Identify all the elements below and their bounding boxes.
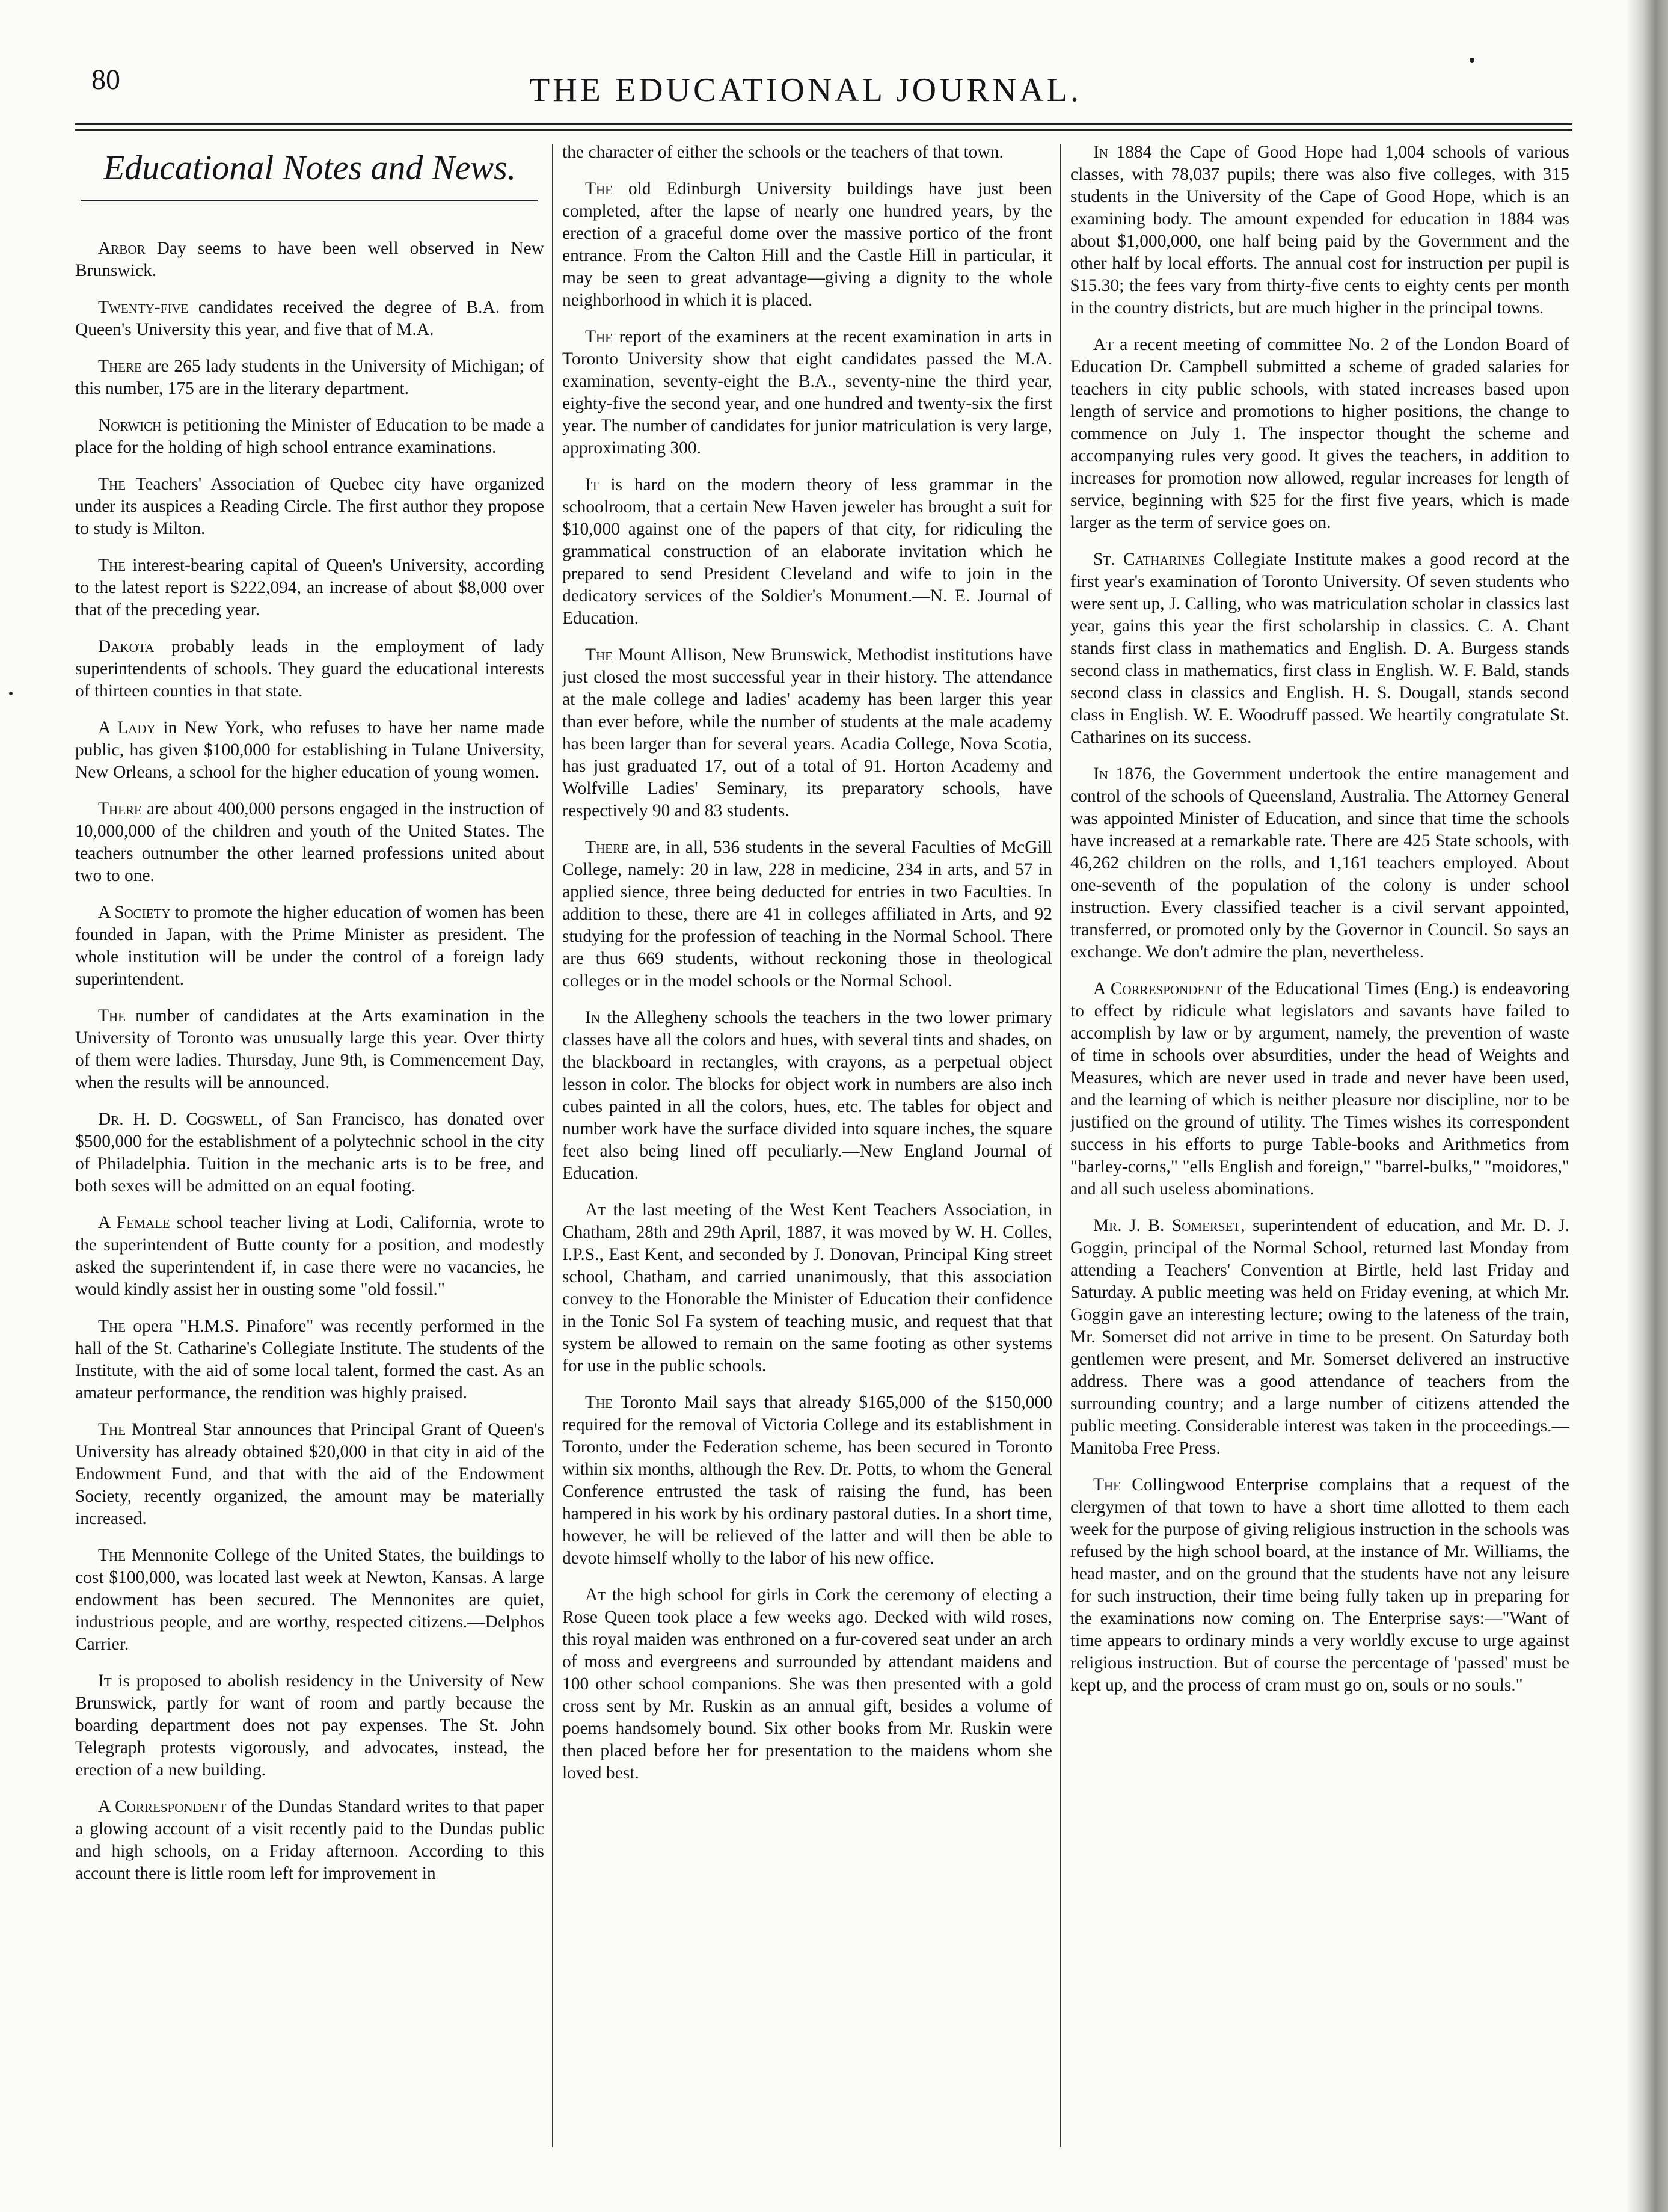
news-item-text: of San Francisco, has donated over $500,000 for the establishment of a polytechnic school in the city of Philadelphia. Tuition in the mechanic arts is to be free, and both sexes will be admitted on an equal footing. bbox=[75, 1110, 544, 1196]
news-item-text: the Allegheny schools the teachers in the two lower primary classes have all the colors and hues, with several tints and shades, on the blackboard in rectangles, with crayons, as a perpetual object lesson in color. The blocks for object work in numbers are also inch cubes painted in all the colors, hues, etc. The tables for object and number work have the surface divided into square inches, the square feet also being lined off peculiarly.—New England Journal of Education. bbox=[562, 1008, 1052, 1183]
news-item bbox=[75, 555, 544, 621]
news-item bbox=[1070, 763, 1569, 963]
speck bbox=[9, 692, 13, 695]
news-item-text: the last meeting of the West Kent Teachers Association, in Chatham, 28th and 29th April, 1887, it was moved by W. H. Colles, I.P.S., East Kent, and seconded by J. Donovan, Principal King street school, Chatham, and carried unanimously, that this association convey to the Honorable the Minister of Education their confidence in the Tonic Sol Fa system of teaching music, and request that that system be allowed to remain on the same footing as other systems for use in the public schools. bbox=[562, 1200, 1052, 1375]
news-item bbox=[562, 1392, 1052, 1570]
news-item-text: report of the examiners at the recent examination in arts in Toronto University show that eight candidates passed the M.A. examination, seventy-eight the B.A., seventy-nine the third year, eighty-five the second year, and one hundred and twenty-six the first year. The number of candidates for junior matriculation is very large, approximating 300. bbox=[562, 327, 1052, 458]
news-item-lead: The bbox=[98, 1006, 126, 1025]
column-1-body bbox=[75, 238, 544, 1885]
news-item-text: in New York, who refuses to have her name made public, has given $100,000 for establishing in Tulane University, New Orleans, a school for the higher education of young women. bbox=[75, 718, 544, 782]
news-item-text: probably leads in the employment of lady superintendents of schools. They guard the educational interests of thirteen counties in that state. bbox=[75, 637, 544, 701]
news-item bbox=[562, 1199, 1052, 1377]
news-item-lead: At bbox=[1093, 335, 1114, 354]
news-item-lead: Twenty-five bbox=[98, 298, 189, 317]
running-head: THE EDUCATIONAL JOURNAL. bbox=[529, 72, 1082, 109]
news-item bbox=[75, 1005, 544, 1094]
news-item-lead: There bbox=[585, 838, 629, 857]
news-item bbox=[75, 355, 544, 400]
news-item-lead: The bbox=[585, 645, 613, 665]
news-item bbox=[1070, 1474, 1569, 1697]
news-item bbox=[75, 636, 544, 702]
news-item bbox=[75, 1796, 544, 1885]
news-item bbox=[1070, 548, 1569, 749]
news-item bbox=[562, 1584, 1052, 1784]
news-item-text: 1884 the Cape of Good Hope had 1,004 schools of various classes, with 78,037 pupils; there was also five colleges, with 315 students in the University of the Cape of Good Hope, which is an examining body. The amount expended for education in 1884 was about $1,000,000, one half being paid by the Government and the other half by local efforts. The annual cost for instruction per pupil is $15.30; the fees vary from thirty-five cents to eighty cents per month in the country districts, but are much higher in the principal towns. bbox=[1070, 143, 1569, 318]
news-item-lead: A Society bbox=[98, 903, 171, 922]
news-item bbox=[75, 473, 544, 540]
news-item bbox=[75, 902, 544, 991]
news-item-lead: In bbox=[1093, 764, 1108, 784]
news-item bbox=[75, 798, 544, 887]
column-2 bbox=[562, 141, 1052, 2146]
news-item-lead: A Lady bbox=[98, 718, 156, 737]
news-item-lead: St. Catharines bbox=[1093, 550, 1206, 569]
column-divider bbox=[552, 144, 553, 2147]
news-item-text: Collingwood Enterprise complains that a request of the clergymen of that town to have a short time allotted to them each week for the purpose of giving religious instruction in the schools was refused by the high school board, at the instance of Mr. Williams, the head master, and on the ground that the students have not any leisure for such instruction, their time being fully taken up in preparing for the examinations now coming on. The Enterprise says:—"Want of time appears to ordinary minds a very worldly excuse to urge against religious instruction. But of course the percentage of 'passed' must be kept up, and the process of cram must go on, souls or no souls." bbox=[1070, 1475, 1569, 1695]
news-item bbox=[562, 837, 1052, 992]
news-item bbox=[562, 474, 1052, 630]
news-item-text: of the Educational Times (Eng.) is endeavoring to effect by ridicule what legislators and savants have failed to accomplish by law or by argument, namely, the prevention of waste of time in schools over absurdities, under the head of Weights and Measures, which are never used in trade and never have been used, and the learning of which is neither pleasure nor discipline, nor to be justified on the ground of utility. The Times wishes its correspondent success in his efforts to purge Table-books and Arithmetics from "barley-corns," "ells English and foreign," "barrel-bulks," "moidores," and all such useless abominations. bbox=[1070, 979, 1569, 1199]
news-item-lead: Mr. J. B. Somerset, bbox=[1093, 1216, 1245, 1235]
news-item-lead: The bbox=[1093, 1475, 1121, 1495]
speck bbox=[1470, 58, 1474, 63]
news-item bbox=[75, 1108, 544, 1197]
news-item-text: the character of either the schools or the teachers of that town. bbox=[562, 143, 1004, 162]
news-item-text: candidates received the degree of B.A. from Queen's University this year, and five that of M.A. bbox=[75, 298, 544, 339]
column-3 bbox=[1070, 141, 1569, 2146]
news-item bbox=[562, 178, 1052, 312]
news-item-text: Mount Allison, New Brunswick, Methodist institutions have just closed the most successful year in their history. The attendance at the male college and ladies' academy has been larger this year than ever before, while the number of students at the male academy has been larger than for several years. Acadia College, Nova Scotia, has just graduated 17, out of a total of 91. Horton Academy and Wolfville Ladies' Seminary, its preparatory schools, have respectively 90 and 83 students. bbox=[562, 645, 1052, 820]
news-item-text: the high school for girls in Cork the ceremony of electing a Rose Queen took place a few weeks ago. Decked with wild roses, this royal maiden was enthroned on a fur-covered seat under an arch of moss and evergreens and surrounded by attendant maidens and 100 other school companions. She was then presented with a gold cross sent by Mr. Ruskin as an annual gift, besides a volume of poems handsomely bound. Six other books from Mr. Ruskin were then placed before her for presentation to the maidens whom she loved best. bbox=[562, 1585, 1052, 1783]
news-item bbox=[75, 1670, 544, 1781]
news-item-text: opera "H.M.S. Pinafore" was recently performed in the hall of the St. Catharine's Collegiate Institute. The students of the Institute, with the aid of some local talent, formed the cast. As an amateur performance, the rendition was highly praised. bbox=[75, 1316, 544, 1402]
news-item-lead: The bbox=[585, 1393, 613, 1412]
news-item-text: are, in all, 536 students in the several Faculties of McGill College, namely: 20 in law, 228 in medicine, 234 in arts, and 57 in applied sience, three being deducted for entries in two Faculties. In addition to these, there are 41 in colleges affiliated in Arts, and 92 studying for the profession of teaching in the Normal School. There are thus 669 students, without reckoning those in theological colleges or in the model schools or the Normal School. bbox=[562, 838, 1052, 991]
news-item-lead: The bbox=[98, 556, 126, 575]
news-item bbox=[75, 414, 544, 459]
news-item-lead: The bbox=[585, 179, 613, 198]
news-item-lead: The bbox=[98, 475, 126, 494]
news-item-text: Teachers' Association of Quebec city have organized under its auspices a Reading Circle. The first author they propose to study is Milton. bbox=[75, 475, 544, 538]
news-item-lead: There bbox=[98, 357, 142, 376]
news-item bbox=[75, 717, 544, 784]
news-item bbox=[562, 1007, 1052, 1185]
news-item-lead: Dakota bbox=[98, 637, 155, 656]
news-item-text: number of candidates at the Arts examination in the University of Toronto was unusually large this year. Over thirty of them were ladies. Thursday, June 9th, is Commencement Day, when the results will be announced. bbox=[75, 1006, 544, 1092]
news-item bbox=[75, 1212, 544, 1301]
news-item-text: is proposed to abolish residency in the University of New Brunswick, partly for want of room and partly because the boarding department does not pay expenses. The St. John Telegraph protests vigorously, and advocates, instead, the erection of a new building. bbox=[75, 1671, 544, 1780]
news-item-lead: In bbox=[585, 1008, 600, 1027]
news-item-text: are about 400,000 persons engaged in the instruction of 10,000,000 of the children and youth of the United States. The teachers outnumber the other learned professions united about two to one. bbox=[75, 799, 544, 885]
news-item-lead: Arbor bbox=[98, 239, 146, 258]
news-item-lead: It bbox=[585, 475, 599, 494]
news-item bbox=[562, 141, 1052, 164]
news-item bbox=[75, 1315, 544, 1404]
news-item bbox=[75, 238, 544, 282]
news-item-text: Mennonite College of the United States, the buildings to cost $100,000, was located last week at Newton, Kansas. A large endowment has been secured. The Mennonites are quiet, industrious people, and are worthy, respected citizens.—Delphos Carrier. bbox=[75, 1546, 544, 1654]
news-item-lead: There bbox=[98, 799, 142, 819]
news-item-lead: In bbox=[1093, 143, 1108, 162]
news-item-text: a recent meeting of committee No. 2 of the London Board of Education Dr. Campbell submitted a scheme of graded salaries for teachers in city public schools, with stated increases based upon length of service and promotions to higher positions, the change to commence on July 1. The inspector thought the scheme and accompanying rules very good. It gives the teachers, in addition to increases for promotion now allowed, regular increases for length of service, beginning with $25 for the first five years, which is made larger as the term of service goes on. bbox=[1070, 335, 1569, 532]
page-number: 80 bbox=[91, 64, 120, 96]
section-title-rule bbox=[81, 200, 538, 204]
news-item-text: superintendent of education, and Mr. D. J. Goggin, principal of the Normal School, returned last Monday from attending a Teachers' Convention at Birtle, held last Friday and Saturday. A public meeting was held on Friday evening, at which Mr. Goggin gave an interesting lecture; owing to the lateness of the train, Mr. Somerset did not arrive in time to be present. On Saturday both gentlemen were present, and Mr. Somerset delivered an instructive address. There was a good attendance of teachers from the surrounding country; and a large number of citizens attended the public meeting. Considerable interest was taken in the proceedings.—Manitoba Free Press. bbox=[1070, 1216, 1569, 1458]
news-item-text: Toronto Mail says that already $165,000 of the $150,000 required for the removal of Victoria College and its establishment in Toronto, under the Federation scheme, has been secured in Toronto within six months, although the Rev. Dr. Potts, to whom the General Conference entrusted the task of raising the fund, has been hampered in his work by his ordinary pastoral duties. In a short time, however, he will be relieved of the latter and will then be able to devote himself wholly to the labor of his new office. bbox=[562, 1393, 1052, 1568]
news-item-text: is hard on the modern theory of less grammar in the schoolroom, that a certain New Haven jeweler has brought a suit for $10,000 against one of the papers of that city, for ridiculing the grammatical construction of an elaborate invitation which he prepared to send President Cleveland and wife to join in the dedicatory services of the Soldier's Monument.—N. E. Journal of Education. bbox=[562, 475, 1052, 628]
news-item-text: Day seems to have been well observed in New Brunswick. bbox=[75, 239, 544, 280]
news-item-text: 1876, the Government undertook the entire management and control of the schools of Queensland, Australia. The Attorney General was appointed Minister of Education, and since that time the schools have increased at a remarkable rate. There are 425 State schools, with 46,262 children on the rolls, and 1,161 teachers employed. About one-seventh of the population of the colony is under school instruction. Every classified teacher is a civil servant appointed, transferred, or promoted only by the Governor in Council. So says an exchange. We don't admire the plan, nevertheless. bbox=[1070, 764, 1569, 962]
news-item-lead: At bbox=[585, 1585, 606, 1605]
news-item bbox=[75, 296, 544, 341]
news-item-lead: At bbox=[585, 1200, 606, 1220]
news-item-text: interest-bearing capital of Queen's University, according to the latest report is $222,094, an increase of about $8,000 over that of the preceding year. bbox=[75, 556, 544, 619]
news-item bbox=[1070, 334, 1569, 534]
news-item bbox=[1070, 1215, 1569, 1460]
news-item-lead: The bbox=[585, 327, 613, 346]
news-item-text: school teacher living at Lodi, California, wrote to the superintendent of Butte county for a position, and modestly asked the superintendent if, in case there were no vacancies, he would kindly assist her in ousting some "old fossil." bbox=[75, 1213, 544, 1299]
news-item bbox=[75, 1544, 544, 1656]
news-item-text: old Edinburgh University buildings have just been completed, after the lapse of nearly one hundred years, by the erection of a graceful dome over the massive portico of the front entrance. From the Calton Hill and the Castle Hill in particular, it may be seen to great advantage—giving a dignity to the whole neighborhood in which it is placed. bbox=[562, 179, 1052, 310]
news-item-lead: Dr. H. D. Cogswell, bbox=[98, 1110, 263, 1129]
news-item-lead: A Correspondent bbox=[98, 1797, 227, 1816]
news-item-lead: It bbox=[98, 1671, 112, 1691]
news-item bbox=[1070, 141, 1569, 319]
column-divider bbox=[1060, 144, 1061, 2147]
news-item-lead: The bbox=[98, 1316, 126, 1336]
news-item-lead: Norwich bbox=[98, 416, 162, 435]
news-item-lead: The bbox=[98, 1420, 126, 1439]
news-item-text: Montreal Star announces that Principal Grant of Queen's University has already obtained $20,000 in that city in aid of the Endowment Fund, and that with the aid of the Endowment Society, recently organized, the amount may be materially increased. bbox=[75, 1420, 544, 1528]
news-item bbox=[562, 326, 1052, 459]
news-item bbox=[562, 644, 1052, 822]
news-item bbox=[1070, 978, 1569, 1200]
section-title: Educational Notes and News. bbox=[103, 148, 517, 187]
page-edge-shadow bbox=[1626, 0, 1668, 2212]
news-item-text: Collegiate Institute makes a good record at the first year's examination of Toronto University. Of seven students who were sent up, J. Calling, who was matriculation scholar in classics last year, gains this year the first scholarship in classics. C. A. Chant stands first class in mathematics and English. D. A. Burgess stands second class in mathematics, first class in English. W. F. Bald, stands second class in classics and English. H. S. Dougall, stands second class in English. W. E. Woodruff passed. We heartily congratulate St. Catharines on its success. bbox=[1070, 550, 1569, 747]
news-item-lead: A Correspondent bbox=[1093, 979, 1222, 998]
news-item-text: to promote the higher education of women has been founded in Japan, with the Prime Minister as president. The whole institution will be under the control of a foreign lady superintendent. bbox=[75, 903, 544, 989]
news-item-text: are 265 lady students in the University of Michigan; of this number, 175 are in the literary department. bbox=[75, 357, 544, 398]
news-item bbox=[75, 1419, 544, 1530]
column-1 bbox=[75, 141, 544, 2146]
news-item-text: of the Dundas Standard writes to that paper a glowing account of a visit recently paid to the Dundas public and high schools, on a Friday afternoon. According to this account there is little room left for improvement in bbox=[75, 1797, 544, 1883]
news-item-text: is petitioning the Minister of Education to be made a place for the holding of high school entrance examinations. bbox=[75, 416, 544, 457]
news-item-lead: The bbox=[98, 1546, 126, 1565]
header-rule bbox=[75, 123, 1572, 125]
news-item-lead: A Female bbox=[98, 1213, 170, 1232]
header-rule-thin bbox=[75, 129, 1572, 131]
